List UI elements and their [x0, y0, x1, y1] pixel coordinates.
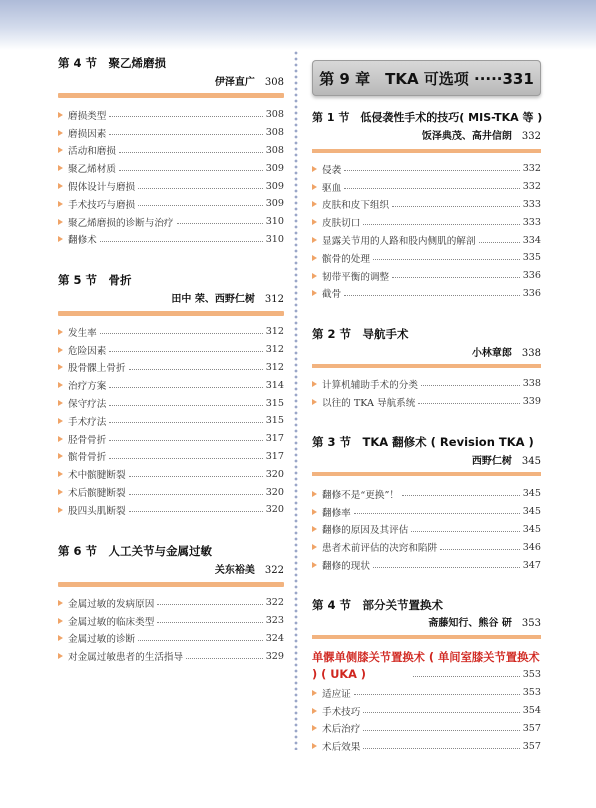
section-5-author: 田中 荣、西野仁树 312	[171, 294, 284, 305]
section-1-list	[312, 160, 541, 302]
section-1-accent-bar	[312, 149, 541, 153]
leader-dots	[344, 295, 520, 296]
leader-dots	[186, 658, 263, 659]
leader-dots	[129, 511, 263, 512]
toc-entry[interactable]: 侵袭 332	[312, 160, 541, 178]
leader-dots	[109, 387, 262, 388]
toc-entry[interactable]: 术后治疗 357	[312, 720, 541, 738]
leader-dots	[109, 134, 262, 135]
toc-entry[interactable]: 适应证 353	[312, 684, 541, 702]
column-divider	[293, 50, 299, 750]
bullet-triangle-icon	[312, 743, 317, 749]
bullet-triangle-icon	[312, 290, 317, 296]
toc-entry[interactable]: 手术技巧 354	[312, 702, 541, 720]
bullet-triangle-icon	[58, 130, 63, 136]
toc-entry[interactable]: 假体设计与磨损 309	[58, 177, 284, 195]
section-4r-list	[312, 684, 541, 755]
header-gradient-band	[0, 0, 596, 50]
bullet-triangle-icon	[58, 329, 63, 335]
leader-dots	[109, 422, 262, 423]
leader-dots	[109, 405, 262, 406]
leader-dots	[138, 205, 263, 206]
section-3-list	[312, 485, 541, 574]
toc-entry[interactable]: 手术技巧与磨损 309	[58, 195, 284, 213]
leader-dots	[363, 712, 519, 713]
leader-dots	[363, 224, 519, 225]
toc-entry[interactable]: 翻修率 345	[312, 503, 541, 521]
toc-entry[interactable]: 皮肤切口 333	[312, 213, 541, 231]
toc-entry[interactable]: 翻修不是“更换”！ 345	[312, 485, 541, 503]
leader-dots	[100, 333, 263, 334]
leader-dots	[119, 152, 263, 153]
toc-entry[interactable]: 髌骨骨折 317	[58, 448, 284, 466]
section-1-author: 饭泽典茂、高井信朗 332	[421, 131, 541, 142]
bullet-triangle-icon	[58, 165, 63, 171]
section-4-author: 伊泽直广 308	[214, 77, 284, 88]
leader-dots	[129, 476, 263, 477]
leader-dots	[129, 369, 263, 370]
bullet-triangle-icon	[312, 708, 317, 714]
leader-dots	[373, 259, 520, 260]
leader-dots	[479, 242, 520, 243]
toc-entry[interactable]: 术后效果 357	[312, 737, 541, 755]
section-5-title: 第 5 节 骨折	[58, 273, 132, 287]
leader-dots	[109, 458, 262, 459]
toc-entry[interactable]: 翻修的现状 347	[312, 556, 541, 574]
leader-dots	[100, 241, 263, 242]
leader-dots	[344, 170, 520, 171]
bullet-triangle-icon	[58, 236, 63, 242]
section-4r-author: 斋藤知行、熊谷 研 353	[428, 618, 541, 629]
leader-dots	[157, 622, 262, 623]
bullet-triangle-icon	[312, 725, 317, 731]
section-2-list	[312, 375, 541, 411]
bullet-triangle-icon	[58, 471, 63, 477]
toc-entry[interactable]: 金属过敏的诊断 324	[58, 630, 284, 648]
toc-entry[interactable]: 对金属过敏患者的生活指导 329	[58, 647, 284, 665]
toc-entry[interactable]: 驱血 332	[312, 178, 541, 196]
bullet-triangle-icon	[58, 436, 63, 442]
bullet-triangle-icon	[58, 600, 63, 606]
section-4-title: 第 4 节 聚乙烯磨损	[58, 56, 167, 70]
section-3-title: 第 3 节 TKA 翻修术 ( Revision TKA )	[312, 435, 534, 449]
section-6-accent-bar	[58, 582, 284, 587]
section-4r-accent-bar	[312, 635, 541, 639]
bullet-triangle-icon	[58, 347, 63, 353]
bullet-triangle-icon	[312, 184, 317, 190]
section-3-author: 西野仁树 345	[471, 456, 541, 467]
section-6-title: 第 6 节 人工关节与金属过敏	[58, 544, 213, 558]
bullet-triangle-icon	[312, 399, 317, 405]
bullet-triangle-icon	[58, 489, 63, 495]
leader-dots	[413, 676, 520, 677]
toc-entry[interactable]: 聚乙烯材质 309	[58, 159, 284, 177]
toc-entry[interactable]: 胫骨骨折 317	[58, 430, 284, 448]
toc-entry[interactable]: 治疗方案 314	[58, 376, 284, 394]
bullet-triangle-icon	[312, 381, 317, 387]
bullet-triangle-icon	[58, 112, 63, 118]
leader-dots	[109, 440, 262, 441]
bullet-triangle-icon	[312, 690, 317, 696]
bullet-triangle-icon	[312, 509, 317, 515]
bullet-triangle-icon	[58, 400, 63, 406]
toc-entry[interactable]: 术后髌腱断裂 320	[58, 483, 284, 501]
bullet-triangle-icon	[312, 491, 317, 497]
bullet-triangle-icon	[58, 418, 63, 424]
bullet-triangle-icon	[312, 255, 317, 261]
toc-entry[interactable]: 活动和磨损 308	[58, 142, 284, 160]
bullet-triangle-icon	[312, 201, 317, 207]
leader-dots	[354, 513, 520, 514]
bullet-triangle-icon	[58, 653, 63, 659]
bullet-triangle-icon	[312, 219, 317, 225]
section-6-author: 关东裕美 322	[214, 565, 284, 576]
leader-dots	[363, 730, 519, 731]
leader-dots	[129, 494, 263, 495]
toc-entry[interactable]: 磨损类型 308	[58, 106, 284, 124]
section-2-title: 第 2 节 导航手术	[312, 327, 409, 341]
bullet-triangle-icon	[58, 507, 63, 513]
bullet-triangle-icon	[58, 219, 63, 225]
leader-dots	[373, 567, 520, 568]
bullet-triangle-icon	[312, 237, 317, 243]
toc-entry[interactable]: 计算机辅助手术的分类 338	[312, 375, 541, 393]
bullet-triangle-icon	[58, 147, 63, 153]
toc-entry[interactable]: 韧带平衡的调整 336	[312, 267, 541, 285]
toc-entry[interactable]: 以往的 TKA 导航系统 339	[312, 393, 541, 411]
section-2-author: 小林章郎 338	[471, 348, 541, 359]
toc-entry[interactable]: 危险因素 312	[58, 341, 284, 359]
chapter-heading: 第 9 章 TKA 可选项 ·····331	[312, 60, 541, 96]
leader-dots	[402, 495, 520, 496]
toc-entry[interactable]: 发生率 312	[58, 323, 284, 341]
leader-dots	[344, 188, 520, 189]
leader-dots	[418, 403, 519, 404]
toc-entry[interactable]: 金属过敏的临床类型 323	[58, 612, 284, 630]
leader-dots	[138, 640, 263, 641]
section-3-accent-bar	[312, 472, 541, 476]
leader-dots	[392, 206, 520, 207]
bullet-triangle-icon	[58, 364, 63, 370]
uka-page-leader: 353	[410, 666, 541, 684]
bullet-triangle-icon	[312, 273, 317, 279]
toc-entry[interactable]: 手术疗法 315	[58, 412, 284, 430]
toc-entry[interactable]: 截骨 336	[312, 285, 541, 303]
bullet-triangle-icon	[58, 382, 63, 388]
toc-entry[interactable]: 皮肤和皮下组织 333	[312, 196, 541, 214]
bullet-triangle-icon	[58, 635, 63, 641]
bullet-triangle-icon	[312, 526, 317, 532]
bullet-triangle-icon	[312, 166, 317, 172]
toc-entry[interactable]: 翻修术 310	[58, 231, 284, 249]
leader-dots	[411, 531, 519, 532]
leader-dots	[421, 385, 520, 386]
section-4-accent-bar	[58, 93, 284, 98]
leader-dots	[392, 277, 520, 278]
toc-entry[interactable]: 保守疗法 315	[58, 394, 284, 412]
section-2-accent-bar	[312, 364, 541, 368]
toc-entry[interactable]: 术中髌腱断裂 320	[58, 465, 284, 483]
leader-dots	[138, 188, 263, 189]
toc-entry[interactable]: 显露关节用的人路和股内侧肌的解剖 334	[312, 231, 541, 249]
leader-dots	[109, 116, 262, 117]
section-1-title: 第 1 节 低侵袭性手术的技巧( MIS-TKA 等 )	[312, 111, 543, 124]
leader-dots	[119, 170, 263, 171]
section-4r-title: 第 4 节 部分关节置换术	[312, 598, 444, 612]
toc-entry[interactable]: 股骨髁上骨折 312	[58, 359, 284, 377]
uka-heading[interactable]: 单髁单侧膝关节置换术 ( 单间室膝关节置换术 ) ( UKA )	[312, 651, 540, 681]
toc-entry[interactable]: 髌骨的处理 335	[312, 249, 541, 267]
toc-entry[interactable]: 聚乙烯磨损的诊断与治疗 310	[58, 213, 284, 231]
toc-entry[interactable]: 翻修的原因及其评估 345	[312, 521, 541, 539]
toc-entry[interactable]: 磨损因素 308	[58, 124, 284, 142]
toc-entry[interactable]: 股四头肌断裂 320	[58, 501, 284, 519]
bullet-triangle-icon	[58, 201, 63, 207]
toc-entry[interactable]: 金属过敏的发病原因 322	[58, 594, 284, 612]
section-4-list	[58, 106, 284, 248]
leader-dots	[440, 549, 520, 550]
section-5-list	[58, 323, 284, 519]
leader-dots	[157, 604, 262, 605]
bullet-triangle-icon	[312, 544, 317, 550]
leader-dots	[109, 351, 262, 352]
toc-entry[interactable]: 患者术前评估的决窍和陷阱 346	[312, 538, 541, 556]
section-5-accent-bar	[58, 311, 284, 316]
bullet-triangle-icon	[58, 183, 63, 189]
leader-dots	[363, 748, 519, 749]
leader-dots	[177, 223, 263, 224]
bullet-triangle-icon	[312, 562, 317, 568]
leader-dots	[354, 694, 520, 695]
section-6-list	[58, 594, 284, 665]
bullet-triangle-icon	[58, 618, 63, 624]
bullet-triangle-icon	[58, 453, 63, 459]
